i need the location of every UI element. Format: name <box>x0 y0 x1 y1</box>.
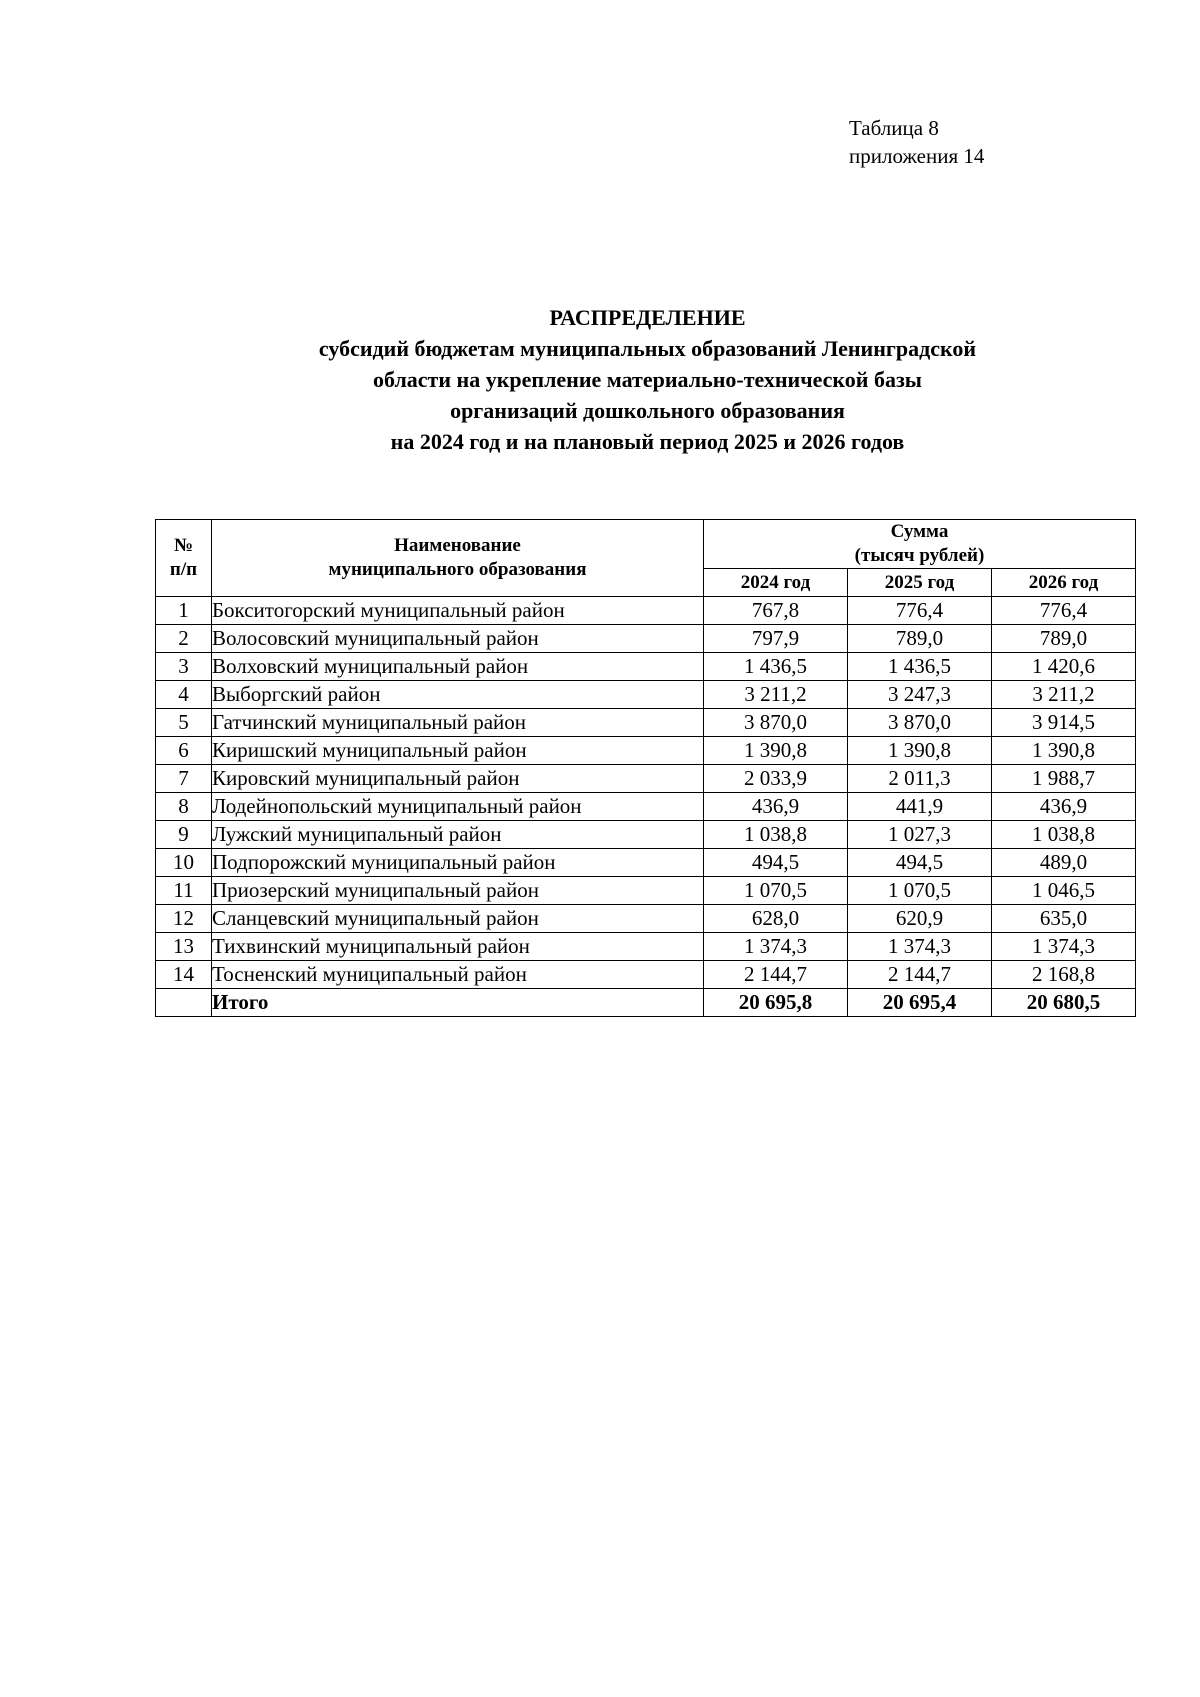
row-number: 7 <box>156 765 212 793</box>
amount-2025: 2 011,3 <box>848 765 992 793</box>
amount-2024: 628,0 <box>704 905 848 933</box>
row-number: 9 <box>156 821 212 849</box>
header-municipality-line-2: муниципального образования <box>328 559 587 580</box>
amount-2026: 3 211,2 <box>992 681 1136 709</box>
amount-2025: 1 374,3 <box>848 933 992 961</box>
header-sum-line-2: (тысяч рублей) <box>854 545 985 566</box>
amount-2024: 2 033,9 <box>704 765 848 793</box>
header-municipality <box>212 520 704 597</box>
amount-2025: 1 436,5 <box>848 653 992 681</box>
table-row <box>156 793 1136 821</box>
table-row <box>156 933 1136 961</box>
amount-2024: 3 211,2 <box>704 681 848 709</box>
amount-2026: 1 046,5 <box>992 877 1136 905</box>
amount-2024: 436,9 <box>704 793 848 821</box>
row-number: 14 <box>156 961 212 989</box>
header-municipality-line-1: Наименование <box>394 535 521 556</box>
amount-2026: 2 168,8 <box>992 961 1136 989</box>
amount-2026: 1 420,6 <box>992 653 1136 681</box>
row-number: 11 <box>156 877 212 905</box>
total-number-cell <box>156 989 212 1017</box>
amount-2025: 620,9 <box>848 905 992 933</box>
amount-2026: 1 374,3 <box>992 933 1136 961</box>
municipality-name: Тосненский муниципальный район <box>212 961 704 989</box>
municipality-name: Волосовский муниципальный район <box>212 625 704 653</box>
municipality-name: Кировский муниципальный район <box>212 765 704 793</box>
amount-2024: 494,5 <box>704 849 848 877</box>
amount-2026: 436,9 <box>992 793 1136 821</box>
row-number: 12 <box>156 905 212 933</box>
header-year-2024: 2024 год <box>704 569 848 597</box>
row-number: 5 <box>156 709 212 737</box>
document-title <box>0 302 1200 457</box>
municipality-name: Выборгский район <box>212 681 704 709</box>
table-row <box>156 849 1136 877</box>
table-row <box>156 877 1136 905</box>
title-line-4: организаций дошкольного образования <box>450 398 845 423</box>
municipality-name: Киришский муниципальный район <box>212 737 704 765</box>
amount-2025: 3 870,0 <box>848 709 992 737</box>
header-year-2025: 2025 год <box>848 569 992 597</box>
amount-2024: 2 144,7 <box>704 961 848 989</box>
header-year-2026: 2026 год <box>992 569 1136 597</box>
amount-2026: 1 390,8 <box>992 737 1136 765</box>
amount-2026: 789,0 <box>992 625 1136 653</box>
amount-2025: 3 247,3 <box>848 681 992 709</box>
amount-2026: 1 988,7 <box>992 765 1136 793</box>
header-number-line-1: № <box>173 535 194 556</box>
total-2024: 20 695,8 <box>704 989 848 1017</box>
municipality-name: Тихвинский муниципальный район <box>212 933 704 961</box>
amount-2026: 489,0 <box>992 849 1136 877</box>
row-number: 2 <box>156 625 212 653</box>
table-row <box>156 765 1136 793</box>
municipality-name: Гатчинский муниципальный район <box>212 709 704 737</box>
amount-2026: 1 038,8 <box>992 821 1136 849</box>
total-2025: 20 695,4 <box>848 989 992 1017</box>
table-row <box>156 709 1136 737</box>
amount-2024: 767,8 <box>704 597 848 625</box>
amount-2025: 1 390,8 <box>848 737 992 765</box>
table-row <box>156 821 1136 849</box>
table-row <box>156 961 1136 989</box>
municipality-name: Подпорожский муниципальный район <box>212 849 704 877</box>
amount-2024: 1 436,5 <box>704 653 848 681</box>
row-number: 1 <box>156 597 212 625</box>
amount-2025: 776,4 <box>848 597 992 625</box>
row-number: 8 <box>156 793 212 821</box>
appendix-number: приложения 14 <box>849 144 985 168</box>
header-number-line-2: п/п <box>169 559 198 580</box>
municipality-name: Лужский муниципальный район <box>212 821 704 849</box>
table-row <box>156 905 1136 933</box>
total-row <box>156 989 1136 1017</box>
table-row <box>156 597 1136 625</box>
amount-2024: 1 070,5 <box>704 877 848 905</box>
header-number <box>156 520 212 597</box>
table-body <box>156 597 1136 1017</box>
municipality-name: Лодейнопольский муниципальный район <box>212 793 704 821</box>
amount-2024: 1 390,8 <box>704 737 848 765</box>
municipality-name: Сланцевский муниципальный район <box>212 905 704 933</box>
row-number: 10 <box>156 849 212 877</box>
header-sum-line-1: Сумма <box>890 521 949 542</box>
title-line-5: на 2024 год и на плановый период 2025 и 2026 годов <box>390 429 905 454</box>
amount-2026: 635,0 <box>992 905 1136 933</box>
title-line-2: субсидий бюджетам муниципальных образований Ленинградской <box>318 336 977 361</box>
row-number: 4 <box>156 681 212 709</box>
amount-2025: 789,0 <box>848 625 992 653</box>
amount-2025: 1 070,5 <box>848 877 992 905</box>
amount-2024: 1 374,3 <box>704 933 848 961</box>
amount-2024: 3 870,0 <box>704 709 848 737</box>
table-header <box>156 520 1136 597</box>
table-reference <box>849 114 984 170</box>
amount-2024: 1 038,8 <box>704 821 848 849</box>
amount-2025: 2 144,7 <box>848 961 992 989</box>
amount-2026: 776,4 <box>992 597 1136 625</box>
header-sum <box>704 520 1136 569</box>
municipality-name: Бокситогорский муниципальный район <box>212 597 704 625</box>
municipality-name: Приозерский муниципальный район <box>212 877 704 905</box>
table-row <box>156 653 1136 681</box>
distribution-table <box>155 519 1136 1017</box>
title-line-3: области на укрепление материально-технической базы <box>373 367 922 392</box>
total-label: Итого <box>212 989 704 1017</box>
municipality-name: Волховский муниципальный район <box>212 653 704 681</box>
total-2026: 20 680,5 <box>992 989 1136 1017</box>
row-number: 6 <box>156 737 212 765</box>
amount-2025: 1 027,3 <box>848 821 992 849</box>
table-row <box>156 681 1136 709</box>
amount-2025: 494,5 <box>848 849 992 877</box>
amount-2026: 3 914,5 <box>992 709 1136 737</box>
amount-2024: 797,9 <box>704 625 848 653</box>
table-row <box>156 737 1136 765</box>
row-number: 13 <box>156 933 212 961</box>
title-line-1: РАСПРЕДЕЛЕНИЕ <box>549 305 746 330</box>
amount-2025: 441,9 <box>848 793 992 821</box>
table-number: Таблица 8 <box>849 116 939 140</box>
table-row <box>156 625 1136 653</box>
row-number: 3 <box>156 653 212 681</box>
